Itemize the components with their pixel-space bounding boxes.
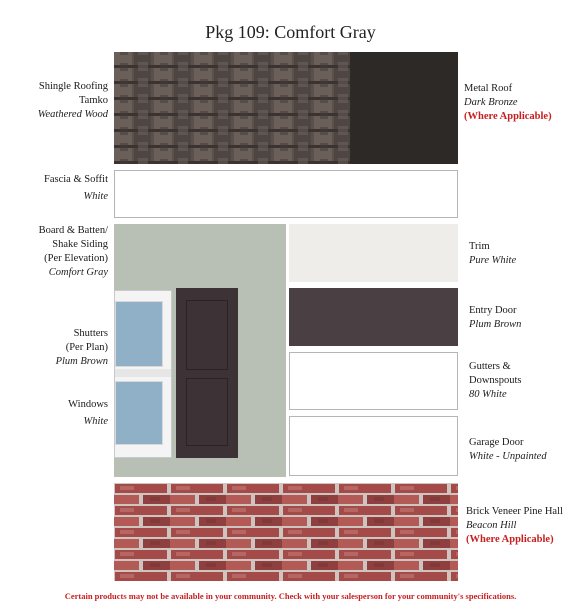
trim-label — [469, 240, 579, 268]
where-applicable-note: (Where Applicable) — [466, 534, 554, 545]
label-line: Shingle Roofing — [38, 81, 108, 92]
label-line: White - Unpainted — [469, 451, 547, 462]
label-line: Gutters & — [469, 361, 511, 372]
availability-disclaimer: Certain products may not be available in your community. Check with your salesperson for your community's specifications. — [64, 591, 517, 601]
entry-door-swatch — [289, 288, 458, 346]
label-line: Trim — [469, 241, 490, 252]
windows-label — [0, 398, 108, 429]
label-line: Shutters — [73, 328, 108, 339]
fascia-soffit-swatch — [114, 170, 458, 218]
label-line: 80 White — [469, 389, 507, 400]
window-glass-bottom — [115, 381, 163, 445]
label-line: Metal Roof — [464, 83, 513, 94]
label-line: (Per Elevation) — [44, 253, 108, 264]
label-line: Downspouts — [469, 375, 522, 386]
shingle-roofing-label — [0, 80, 108, 122]
label-line: Beacon Hill — [466, 520, 517, 531]
label-line: Plum Brown — [55, 356, 108, 367]
page-title: Pkg 109: Comfort Gray — [205, 22, 376, 42]
label-line: (Per Plan) — [65, 342, 108, 353]
metal-roof-label — [464, 82, 578, 124]
label-line: Weathered Wood — [37, 109, 108, 120]
shutter-panel-bottom — [186, 378, 228, 446]
gutters-label — [469, 360, 579, 402]
label-line: White — [83, 416, 108, 427]
where-applicable-note: (Where Applicable) — [464, 111, 552, 122]
brick-swatch — [114, 483, 458, 581]
label-line: Shake Siding — [52, 239, 108, 250]
shutter-panel-top — [186, 300, 228, 370]
label-line: White — [83, 191, 108, 202]
entry-door-label — [469, 304, 579, 332]
label-line: Windows — [68, 399, 108, 410]
garage-door-label — [469, 436, 579, 464]
window-swatch — [114, 290, 172, 458]
label-line: Garage Door — [469, 437, 524, 448]
window-glass-top — [115, 301, 163, 367]
label-line: Comfort Gray — [48, 267, 108, 278]
label-line: Entry Door — [469, 305, 517, 316]
label-line: Brick Veneer Pine Hall — [466, 506, 563, 517]
label-line: Fascia & Soffit — [44, 174, 108, 185]
label-line: Dark Bronze — [464, 97, 518, 108]
shingle-texture — [114, 52, 350, 164]
siding-swatch — [114, 224, 286, 477]
label-line: Board & Batten/ — [38, 225, 108, 236]
shutter-swatch — [176, 288, 238, 458]
label-line: Pure White — [469, 255, 517, 266]
gutters-swatch — [289, 352, 458, 410]
metal-roof-swatch — [350, 52, 458, 164]
garage-door-swatch — [289, 416, 458, 476]
brick-texture — [114, 483, 458, 581]
shingle-roofing-swatch — [114, 52, 350, 164]
window-sash-rail — [115, 369, 171, 377]
label-line: Plum Brown — [469, 319, 522, 330]
brick-label — [466, 505, 580, 547]
fascia-soffit-label — [0, 173, 108, 204]
trim-swatch — [289, 224, 458, 282]
label-line: Tamko — [78, 95, 108, 106]
shutters-label — [0, 327, 108, 369]
siding-label — [0, 224, 108, 280]
